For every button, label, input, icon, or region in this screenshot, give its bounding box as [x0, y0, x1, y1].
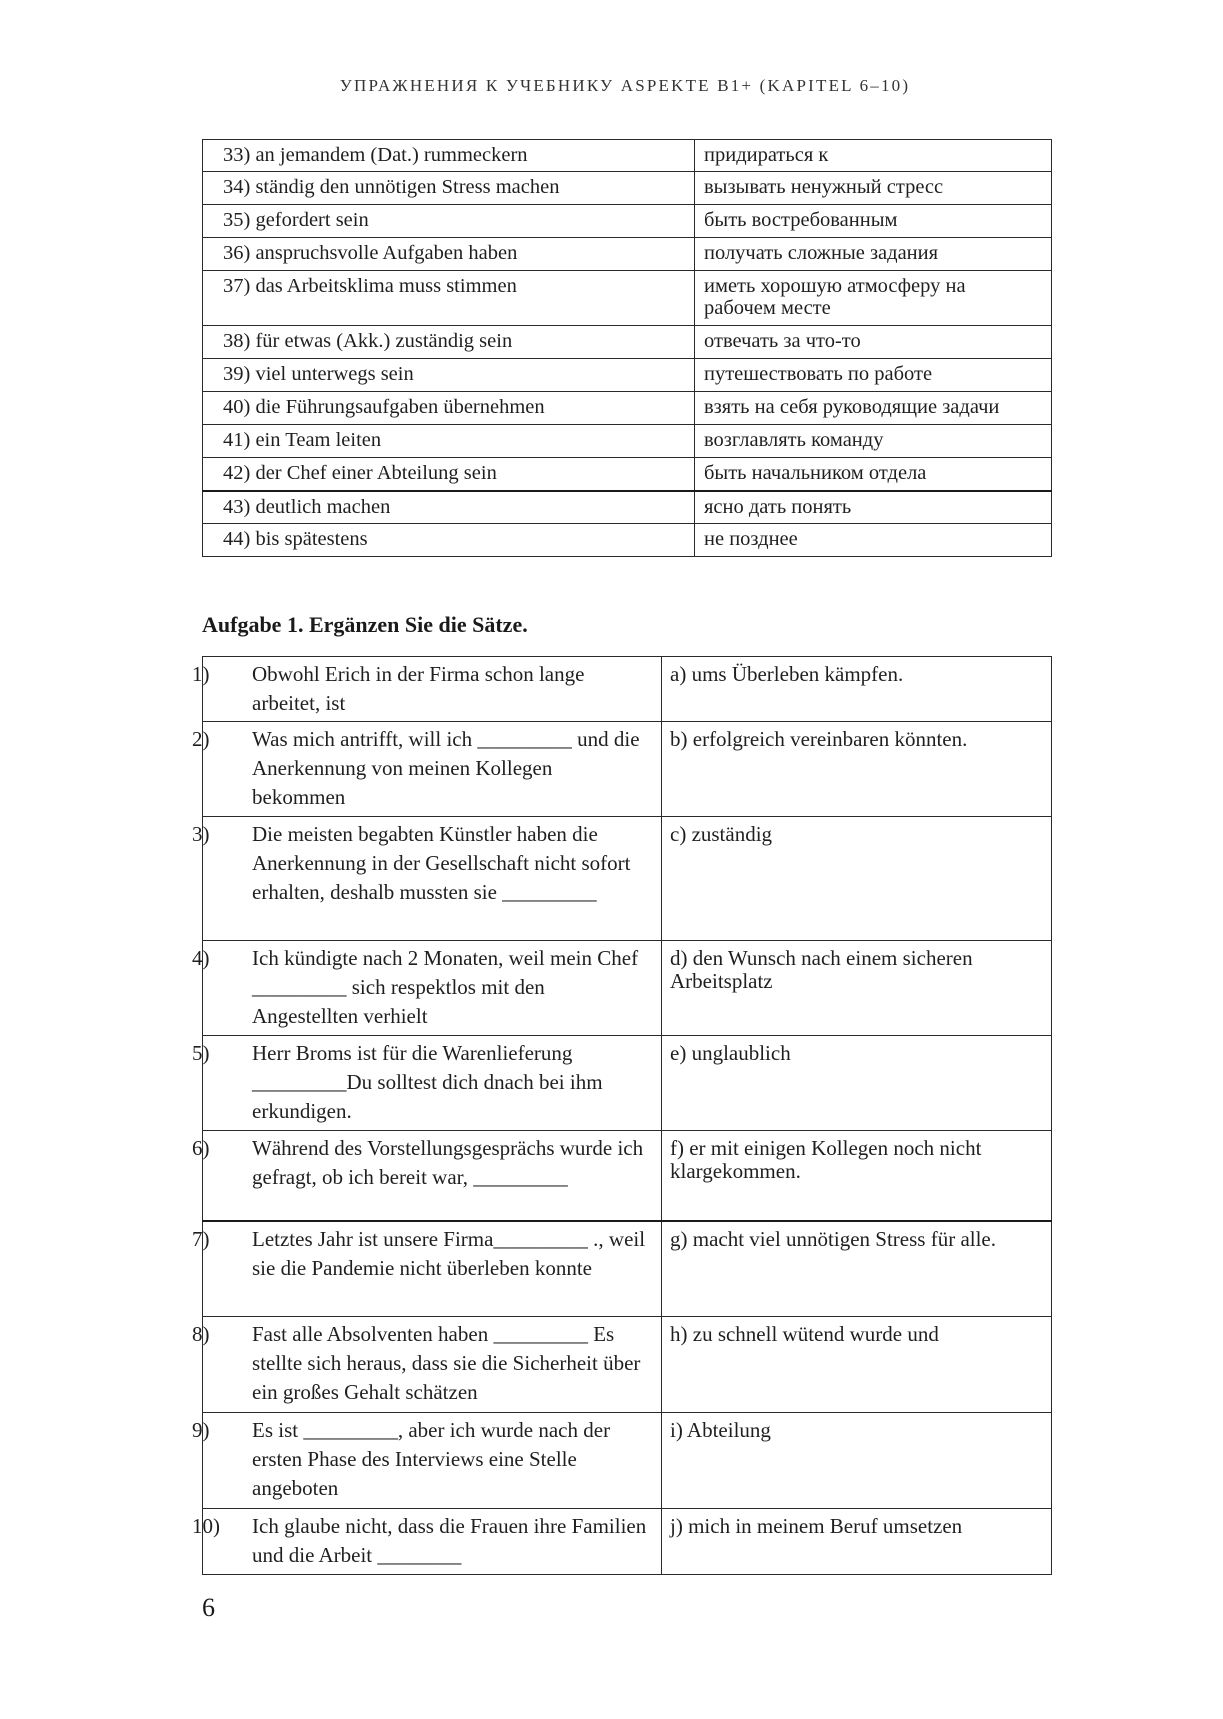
- sentence-text: Was mich antrifft, will ich _________ und die Anerkennung von meinen Kollegen bekommen: [252, 727, 640, 809]
- vocab-russian: вызывать ненужный стресс: [695, 172, 1052, 205]
- vocab-german: 43) deutlich machen: [203, 491, 695, 524]
- vocab-german: 37) das Arbeitsklima muss stimmen: [203, 271, 695, 326]
- exercise-sentence: [192, 657, 662, 722]
- exercise-sentence: [192, 1221, 662, 1317]
- exercise-sentence: [192, 722, 662, 817]
- exercise-answer: j) mich in meinem Beruf umsetzen: [662, 1509, 1052, 1575]
- sentence-text: Die meisten begabten Künstler haben die Anerkennung in der Gesellschaft nicht sofort erhalten, deshalb mussten sie _________: [252, 822, 631, 904]
- exercise-title: Aufgabe 1. Ergänzen Sie die Sätze.: [202, 612, 528, 637]
- table-row: [203, 1221, 1052, 1317]
- table-row: [203, 392, 1052, 425]
- exercise-sentence: [192, 1509, 662, 1575]
- exercise-answer: h) zu schnell wütend wurde und: [662, 1317, 1052, 1413]
- table-row: [203, 271, 1052, 326]
- vocab-german: 44) bis spätestens: [203, 524, 695, 557]
- exercise-answer: c) zuständig: [662, 817, 1052, 941]
- vocabulary-table: [202, 139, 1052, 557]
- exercise-answer: f) er mit einigen Kollegen noch nicht klargekommen.: [662, 1131, 1052, 1221]
- vocab-german: 42) der Chef einer Abteilung sein: [203, 458, 695, 491]
- sentence-text: Während des Vorstellungsgesprächs wurde ich gefragt, ob ich bereit war, _________: [252, 1136, 644, 1189]
- exercise-sentence: [192, 1317, 662, 1413]
- vocab-russian: отвечать за что-то: [695, 326, 1052, 359]
- sentence-text: Obwohl Erich in der Firma schon lange arbeitet, ist: [252, 662, 585, 715]
- table-row: [203, 941, 1052, 1036]
- item-number: 10): [192, 1514, 220, 1538]
- table-row: [203, 326, 1052, 359]
- exercise-answer: e) unglaublich: [662, 1036, 1052, 1131]
- vocab-german: 35) gefordert sein: [203, 205, 695, 238]
- table-row: [203, 1131, 1052, 1221]
- table-row: [203, 425, 1052, 458]
- table-row: [203, 140, 1052, 172]
- table-row: [203, 491, 1052, 524]
- item-number: 5): [192, 1041, 210, 1065]
- vocab-russian: быть начальником отдела: [695, 458, 1052, 491]
- vocab-german: 36) anspruchsvolle Aufgaben haben: [203, 238, 695, 271]
- vocab-russian: придираться к: [695, 140, 1052, 172]
- exercise-answer: a) ums Überleben kämpfen.: [662, 657, 1052, 722]
- vocab-russian: получать сложные задания: [695, 238, 1052, 271]
- vocab-german: 40) die Führungsaufgaben übernehmen: [203, 392, 695, 425]
- item-number: 3): [192, 822, 210, 846]
- sentence-text: Ich kündigte nach 2 Monaten, weil mein Chef _________ sich respektlos mit den Angestellten verhielt: [252, 946, 639, 1028]
- exercise-sentence: [192, 1131, 662, 1221]
- item-number: 7): [192, 1226, 210, 1251]
- sentence-text: Herr Broms ist für die Warenlieferung _________Du solltest dich dnach bei ihm erkundigen.: [252, 1041, 603, 1123]
- vocab-russian: иметь хорошую атмосферу на рабочем месте: [695, 271, 1052, 326]
- vocab-russian: не позднее: [695, 524, 1052, 557]
- item-number: 9): [192, 1418, 210, 1442]
- vocab-german: 39) viel unterwegs sein: [203, 359, 695, 392]
- vocab-russian: ясно дать понять: [695, 491, 1052, 524]
- vocab-german: 34) ständig den unnötigen Stress machen: [203, 172, 695, 205]
- page-number: 6: [202, 1593, 215, 1622]
- exercise-answer: g) macht viel unnötigen Stress für alle.: [662, 1221, 1052, 1317]
- sentence-text: Ich glaube nicht, dass die Frauen ihre Familien und die Arbeit ________: [252, 1514, 647, 1567]
- exercise-sentence: [192, 1413, 662, 1509]
- table-row: [203, 1317, 1052, 1413]
- vocab-german: 33) an jemandem (Dat.) rummeckern: [203, 140, 695, 172]
- vocab-russian: взять на себя руководящие задачи: [695, 392, 1052, 425]
- table-row: [203, 238, 1052, 271]
- sentence-text: Letztes Jahr ist unsere Firma_________ ., weil sie die Pandemie nicht überleben konnte: [252, 1226, 646, 1280]
- table-row: [203, 172, 1052, 205]
- sentence-text: Es ist _________, aber ich wurde nach der ersten Phase des Interviews eine Stelle angeboten: [252, 1418, 611, 1500]
- table-row: [203, 1036, 1052, 1131]
- sentence-text: Fast alle Absolventen haben _________ Es stellte sich heraus, dass sie die Sicherheit über ein großes Gehalt schätzen: [252, 1322, 641, 1404]
- vocab-german: 41) ein Team leiten: [203, 425, 695, 458]
- table-row: [203, 817, 1052, 941]
- table-row: [203, 1413, 1052, 1509]
- vocab-german: 38) für etwas (Akk.) zuständig sein: [203, 326, 695, 359]
- exercise-answer: b) erfolgreich vereinbaren könnten.: [662, 722, 1052, 817]
- exercise-sentence: [192, 817, 662, 941]
- item-number: 2): [192, 727, 210, 751]
- vocab-russian: возглавлять команду: [695, 425, 1052, 458]
- table-row: [203, 205, 1052, 238]
- table-row: [203, 1509, 1052, 1575]
- exercise-sentence: [192, 941, 662, 1036]
- running-header: УПРАЖНЕНИЯ К УЧЕБНИКУ ASPEKTE B1+ (KAPITEL 6–10): [339, 76, 911, 95]
- table-row: [203, 359, 1052, 392]
- vocab-russian: быть востребованным: [695, 205, 1052, 238]
- table-row: [203, 657, 1052, 722]
- table-row: [203, 524, 1052, 557]
- exercise-table: [192, 656, 1052, 1575]
- exercise-sentence: [192, 1036, 662, 1131]
- table-row: [203, 722, 1052, 817]
- exercise-answer: d) den Wunsch nach einem sicheren Arbeitsplatz: [662, 941, 1052, 1036]
- vocab-russian: путешествовать по работе: [695, 359, 1052, 392]
- exercise-answer: i) Abteilung: [662, 1413, 1052, 1509]
- table-row: [203, 458, 1052, 491]
- item-number: 4): [192, 946, 210, 970]
- item-number: 8): [192, 1322, 210, 1346]
- item-number: 6): [192, 1136, 210, 1160]
- item-number: 1): [192, 662, 210, 686]
